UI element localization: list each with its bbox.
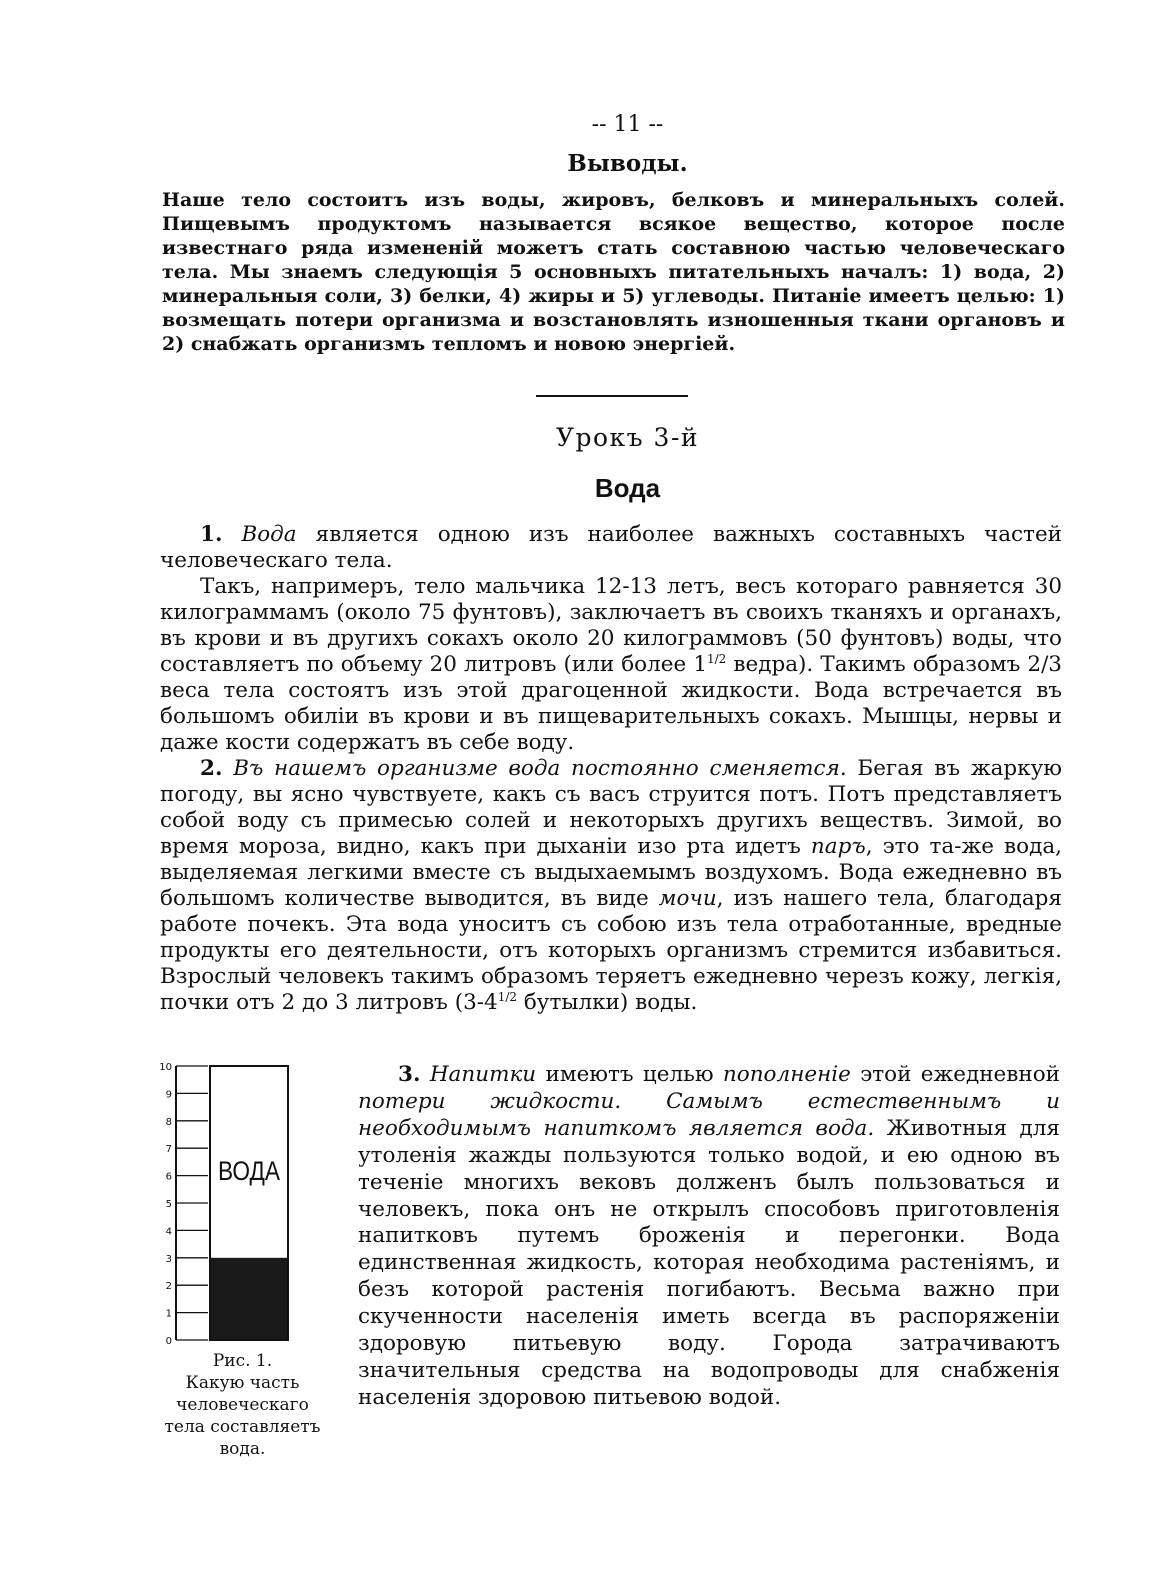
- emphasis: потери жидкости. Самымъ естественнымъ и необходимымъ напиткомъ является вода.: [358, 1088, 1060, 1141]
- paragraph-1: [160, 522, 1062, 574]
- emphasis: Напитки: [429, 1062, 537, 1087]
- scale-ticks: [159, 1062, 208, 1347]
- paragraph-1b: [160, 574, 1062, 756]
- scale-tick-label: 5: [165, 1199, 172, 1210]
- caption-line: вода.: [219, 1439, 266, 1459]
- superscript: 1/2: [707, 651, 727, 666]
- paragraph-text: Животныя для утоленія жажды пользуются только водой, и ею одною въ теченіе многихъ вековъ долженъ былъ пользоваться и человекъ, пока онъ не открылъ способовъ приготовленія напитковъ путемъ броженія и перегонки. Вода единственная жидкость, которая необходима растеніямъ, и безъ которой растенія погибаютъ. Весьма важно при скученности населенія иметь всегда въ распоряженіи здоровую питьевую воду. Города затрачиваютъ значительныя средства на водопроводы для снабженія населенія здоровою питьевою водой.: [358, 1115, 1060, 1410]
- caption-line: человеческаго: [176, 1395, 309, 1415]
- body-text: [160, 522, 1062, 1016]
- caption-line: тела составляетъ: [164, 1417, 321, 1437]
- summary-text: Наше тело состоитъ изъ воды, жировъ, белковъ и минеральныхъ солей. Пищевымъ продуктомъ называется всякое вещество, которое после известнаго ряда измененій можетъ стать составною частью человеческаго тела. Мы знаемъ следующія 5 основныхъ питательныхъ началъ: 1) вода, 2) минеральныя соли, 3) белки, 4) жиры и 5) углеводы. Питаніе имеетъ целью: 1) возмещать потери организма и возстановлять изношенныя ткани органовъ и 2) снабжать организмъ тепломъ и новою энергіей.: [162, 189, 1065, 355]
- scale-tick-label: 10: [159, 1062, 172, 1073]
- paragraph-number: 1.: [200, 522, 223, 547]
- emphasis: мочи: [658, 886, 717, 911]
- scale-tick-label: 6: [165, 1171, 172, 1183]
- superscript: 1/2: [497, 989, 518, 1004]
- figure-caption: [140, 1350, 345, 1460]
- scale-tick-label: 7: [165, 1144, 172, 1156]
- summary-heading: Выводы.: [567, 150, 688, 177]
- paragraph-text: бутылки) воды.: [517, 990, 698, 1015]
- page-number: -- 11 --: [591, 112, 664, 137]
- paragraph-text: Бегая въ жаркую погоду, вы ясно чувствуете, какъ съ васъ струится потъ. Потъ представляетъ собой воду съ примесью солей и некоторыхъ другихъ веществъ. Зимой, во время мороза, видно, какъ при дыханіи изо рта идетъ: [160, 756, 1062, 859]
- paragraph-text: Такъ, напримеръ, тело мальчика 12-13 летъ, весъ котораго равняется 30 килограммамъ (около 75 фунтовъ), заключаетъ въ своихъ тканяхъ и органахъ, въ крови и въ другихъ сокахъ около 20 килограммовъ (50 фунтовъ) воды, что составляетъ по объему 20 литровъ (или более 1: [160, 574, 1062, 677]
- lesson-title: Вода: [594, 473, 661, 503]
- emphasis: пополненіе: [722, 1062, 851, 1087]
- water-fill: [211, 1258, 287, 1339]
- paragraph-text: этой ежедневной: [850, 1062, 1060, 1087]
- paragraph-text: ведра). Такимъ образомъ 2/3 веса тела состоятъ изъ этой драгоценной жидкости. Вода встречается въ большомъ обиліи въ крови и въ пищеварительныхъ сокахъ. Мышцы, нервы и даже кости содержатъ въ себе воду.: [160, 652, 1062, 755]
- emphasis: Въ нашемъ организме вода постоянно сменяется.: [233, 756, 847, 781]
- section-divider: [536, 395, 688, 397]
- paragraph-number: 3.: [398, 1062, 421, 1087]
- scale-tick-label: 8: [165, 1116, 172, 1128]
- water-figure: [152, 1050, 300, 1350]
- lesson-label: Урокъ 3-й: [555, 423, 700, 452]
- paragraph-2: [160, 756, 1062, 1016]
- scale-tick-label: 1: [165, 1308, 172, 1320]
- scale-tick-label: 3: [165, 1253, 172, 1265]
- paragraph-number: 2.: [200, 756, 223, 781]
- figure-label: ВОДА: [218, 1156, 280, 1186]
- paragraph-3: [358, 1062, 1060, 1412]
- paragraph-text: , изъ нашего тела, благодаря работе почекъ. Эта вода уноситъ съ собою изъ тела отработанные, вредные продукты его деятельности, отъ которыхъ организмъ стремится избавиться. Взрослый человекъ такимъ образомъ теряетъ ежедневно черезъ кожу, легкія, почки отъ 2 до 3 литровъ (3-4: [160, 886, 1062, 1015]
- scale-tick-label: 4: [165, 1226, 172, 1238]
- scale-tick-label: 0: [165, 1336, 172, 1347]
- emphasis: Вода: [241, 522, 297, 547]
- scale-tick-label: 9: [165, 1089, 172, 1101]
- paragraph-text: , это та-же вода, выделяемая легкими вместе съ выдыхаемымъ воздухомъ. Вода ежедневно въ большомъ количестве выводится, въ виде: [160, 834, 1062, 911]
- caption-title: Рис. 1.: [212, 1351, 273, 1371]
- paragraph-text: имеютъ целью: [536, 1062, 723, 1087]
- emphasis: паръ: [810, 834, 866, 859]
- caption-line: Какую часть: [185, 1373, 300, 1393]
- scale-tick-label: 2: [165, 1281, 172, 1293]
- paragraph-text: является одною изъ наиболее важныхъ составныхъ частей человеческаго тела.: [160, 522, 1062, 573]
